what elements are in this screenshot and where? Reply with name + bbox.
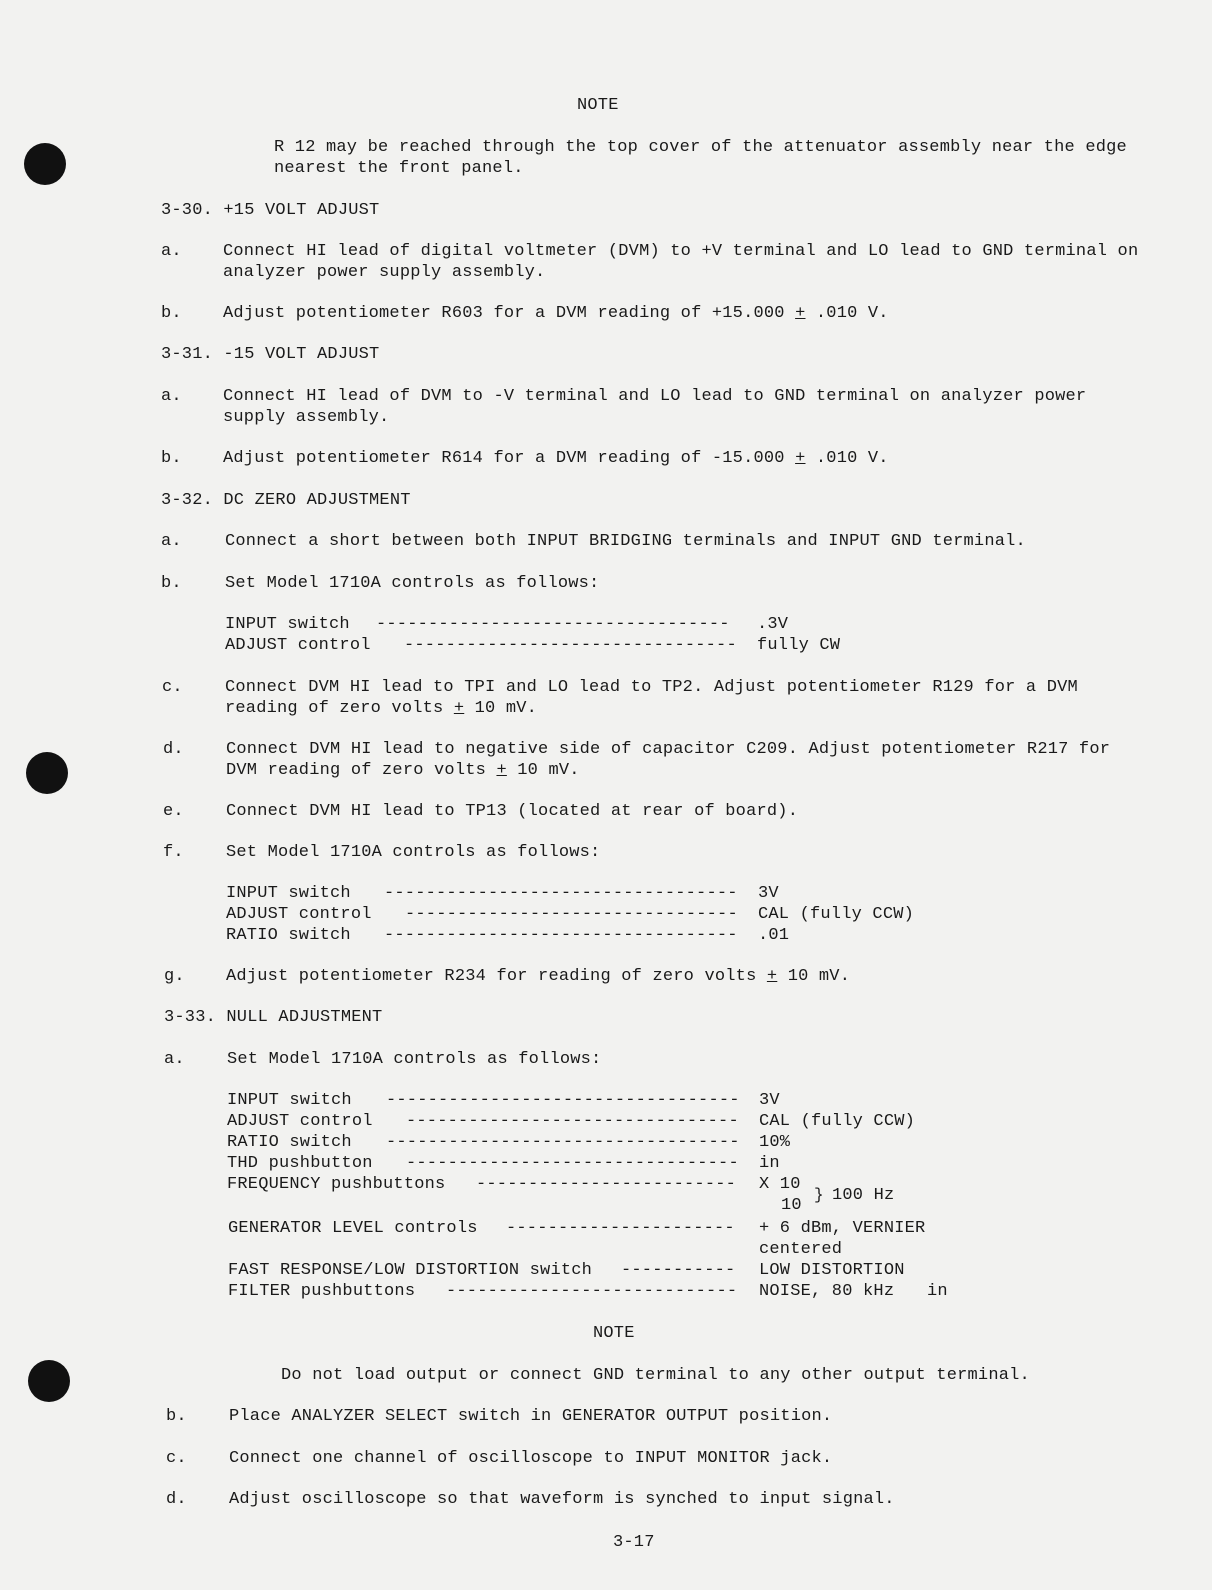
setting-label: FILTER pushbuttons (228, 1282, 416, 1301)
step-text: Connect DVM HI lead to TP13 (located at rear of board). (226, 802, 799, 821)
step-text: Connect one channel of oscilloscope to INPUT MONITOR jack. (229, 1449, 833, 1468)
setting-value: .3V (757, 615, 789, 634)
step-text-part: 10 mV. (506, 761, 580, 780)
step-text-part: Adjust potentiometer R603 for a DVM reading of +15.000 (223, 304, 796, 323)
step-letter: c. (166, 1449, 187, 1468)
setting-value: LOW DISTORTION (759, 1261, 905, 1280)
setting-value: 3V (759, 1091, 780, 1110)
note-heading: NOTE (577, 96, 619, 115)
punch-hole-top (24, 143, 66, 185)
setting-dashes: ---------------------------------- (384, 926, 738, 945)
step-letter: a. (161, 242, 182, 261)
setting-value: .01 (758, 926, 790, 945)
setting-label: THD pushbutton (227, 1154, 373, 1173)
setting-value: fully CW (757, 636, 841, 655)
setting-label: RATIO switch (226, 926, 351, 945)
setting-value: centered (759, 1240, 843, 1259)
frequency-brace: } (814, 1186, 824, 1204)
step-letter: f. (163, 843, 184, 862)
step-text: Place ANALYZER SELECT switch in GENERATOR OUTPUT position. (229, 1407, 833, 1426)
setting-label: ADJUST control (227, 1112, 373, 1131)
setting-label: RATIO switch (227, 1133, 352, 1152)
setting-dashes: ---------------------------- (446, 1282, 738, 1301)
note-line-2: nearest the front panel. (274, 159, 524, 178)
step-text: Set Model 1710A controls as follows: (226, 843, 601, 862)
setting-label: ADJUST control (225, 636, 371, 655)
setting-label: FREQUENCY pushbuttons (227, 1175, 446, 1194)
step-text: analyzer power supply assembly. (223, 263, 546, 282)
punch-hole-middle (26, 752, 68, 794)
step-text: Connect a short between both INPUT BRIDGING terminals and INPUT GND terminal. (225, 532, 1026, 551)
step-letter: b. (161, 304, 182, 323)
step-letter: b. (166, 1407, 187, 1426)
setting-dashes: ---------------------------------- (386, 1133, 740, 1152)
setting-value: in (759, 1154, 780, 1173)
setting-dashes: -------------------------------- (404, 636, 737, 655)
setting-dashes: ---------------------------------- (376, 615, 730, 634)
page-number: 3-17 (613, 1533, 655, 1552)
setting-dashes: -------------------------------- (405, 905, 738, 924)
setting-dashes: ----------- (621, 1261, 736, 1280)
step-letter: d. (163, 740, 184, 759)
setting-value: 3V (758, 884, 779, 903)
setting-dashes: -------------------------------- (406, 1154, 739, 1173)
step-text-part: Adjust potentiometer R614 for a DVM reading of -15.000 (223, 449, 796, 468)
step-letter: c. (162, 678, 183, 697)
step-text: Set Model 1710A controls as follows: (227, 1050, 602, 1069)
step-text: Connect DVM HI lead to TPI and LO lead to TP2. Adjust potentiometer R129 for a DVM (225, 678, 1078, 697)
setting-value-extra: in (927, 1282, 948, 1301)
setting-value: CAL (fully CCW) (759, 1112, 916, 1131)
plus-minus-sign: + (795, 449, 806, 468)
frequency-result: 100 Hz (832, 1186, 895, 1205)
setting-dashes: ---------------------------------- (386, 1091, 740, 1110)
setting-label: GENERATOR LEVEL controls (228, 1219, 478, 1238)
step-text-part: Adjust potentiometer R234 for reading of zero volts (226, 967, 767, 986)
step-text (226, 760, 580, 781)
setting-value: 10% (759, 1133, 791, 1152)
step-text (223, 448, 889, 469)
step-letter: a. (161, 387, 182, 406)
step-text-part: .010 V. (805, 449, 889, 468)
step-text (223, 303, 889, 324)
step-text-part: 10 mV. (464, 699, 538, 718)
punch-hole-bottom (28, 1360, 70, 1402)
step-text-part: reading of zero volts (225, 699, 454, 718)
plus-minus-sign: + (496, 761, 507, 780)
setting-value: NOISE, 80 kHz (759, 1282, 895, 1301)
step-text (225, 698, 537, 719)
setting-label: INPUT switch (227, 1091, 352, 1110)
setting-value: X 10 (759, 1175, 801, 1194)
plus-minus-sign: + (453, 699, 465, 718)
step-text (226, 966, 850, 987)
plus-minus-sign: + (766, 967, 778, 986)
setting-dashes: ---------------------- (506, 1219, 735, 1238)
setting-label: ADJUST control (226, 905, 372, 924)
note-line-1: R 12 may be reached through the top cover of the attenuator assembly near the edge (274, 138, 1127, 157)
step-text: Connect HI lead of digital voltmeter (DVM) to +V terminal and LO lead to GND terminal on (223, 242, 1139, 261)
note-heading: NOTE (593, 1324, 635, 1343)
note-text: Do not load output or connect GND terminal to any other output terminal. (281, 1366, 1030, 1385)
step-letter: d. (166, 1490, 187, 1509)
section-heading: 3-33. NULL ADJUSTMENT (164, 1008, 383, 1027)
setting-label: INPUT switch (226, 884, 351, 903)
step-text-part: DVM reading of zero volts (226, 761, 497, 780)
step-letter: e. (163, 802, 184, 821)
step-letter: a. (164, 1050, 185, 1069)
step-letter: a. (161, 532, 182, 551)
setting-dashes: ------------------------- (476, 1175, 737, 1194)
step-text: Set Model 1710A controls as follows: (225, 574, 600, 593)
frequency-value-2: 10 (781, 1196, 802, 1215)
step-text: Connect HI lead of DVM to -V terminal and LO lead to GND terminal on analyzer power (223, 387, 1087, 406)
section-heading: 3-30. +15 VOLT ADJUST (161, 201, 380, 220)
setting-value: + 6 dBm, VERNIER (759, 1219, 926, 1238)
setting-dashes: ---------------------------------- (384, 884, 738, 903)
section-heading: 3-32. DC ZERO ADJUSTMENT (161, 491, 411, 510)
step-text-part: .010 V. (805, 304, 889, 323)
setting-label: FAST RESPONSE/LOW DISTORTION switch (228, 1261, 593, 1280)
setting-label: INPUT switch (225, 615, 350, 634)
setting-dashes: -------------------------------- (406, 1112, 739, 1131)
step-letter: b. (161, 449, 182, 468)
step-letter: g. (164, 967, 185, 986)
step-text: Adjust oscilloscope so that waveform is synched to input signal. (229, 1490, 895, 1509)
step-text-part: 10 mV. (777, 967, 851, 986)
setting-value: CAL (fully CCW) (758, 905, 915, 924)
step-text: supply assembly. (223, 408, 390, 427)
plus-minus-sign: + (795, 304, 806, 323)
section-heading: 3-31. -15 VOLT ADJUST (161, 345, 380, 364)
step-letter: b. (161, 574, 182, 593)
step-text: Connect DVM HI lead to negative side of capacitor C209. Adjust potentiometer R217 for (226, 740, 1111, 759)
